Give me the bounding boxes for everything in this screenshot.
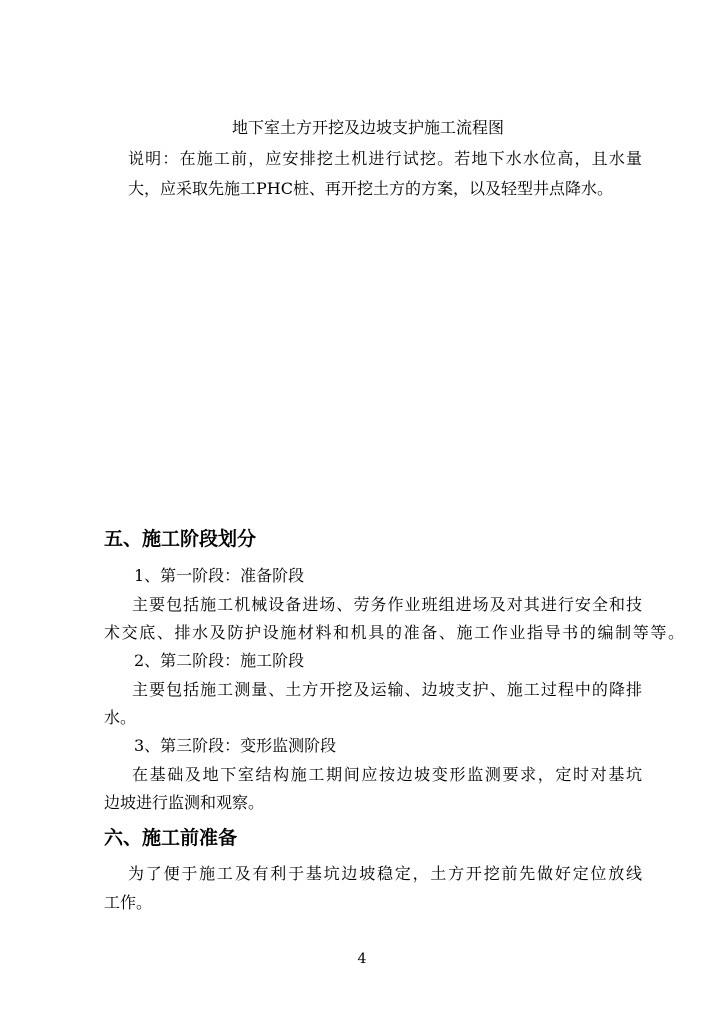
note-line-1: 说明：在施工前，应安排挖土机进行试挖。若地下水水位高，且水量 — [128, 149, 642, 168]
section-6-heading: 六、施工前准备 — [104, 827, 238, 849]
stage-1-line-2: 术交底、排水及防护设施材料和机具的准备、施工作业指导书的编制等等。 — [104, 623, 684, 642]
stage-2-title: 2、第二阶段：施工阶段 — [134, 651, 305, 670]
stage-2-line-1: 主要包括施工测量、土方开挖及运输、边坡支护、施工过程中的降排 — [132, 680, 642, 699]
note-line-2: 大，应采取先施工PHC桩、再开挖土方的方案，以及轻型井点降水。 — [128, 179, 613, 198]
diagram-title: 地下室土方开挖及边坡支护施工流程图 — [232, 118, 505, 137]
stage-3-line-1: 在基础及地下室结构施工期间应按边坡变形监测要求，定时对基坑 — [132, 765, 642, 784]
stage-1-title: 1、第一阶段：准备阶段 — [134, 566, 305, 585]
page-number: 4 — [357, 951, 367, 967]
section-6-line-2: 工作。 — [104, 893, 153, 912]
stage-2-line-2: 水。 — [104, 708, 137, 727]
stage-3-title: 3、第三阶段：变形监测阶段 — [134, 736, 337, 755]
section-6-line-1: 为了便于施工及有利于基坑边坡稳定，土方开挖前先做好定位放线 — [128, 864, 642, 883]
section-5-heading: 五、施工阶段划分 — [104, 528, 257, 550]
stage-1-line-1: 主要包括施工机械设备进场、劳务作业班组进场及对其进行安全和技 — [132, 595, 642, 614]
stage-3-line-2: 边坡进行监测和观察。 — [104, 793, 265, 812]
